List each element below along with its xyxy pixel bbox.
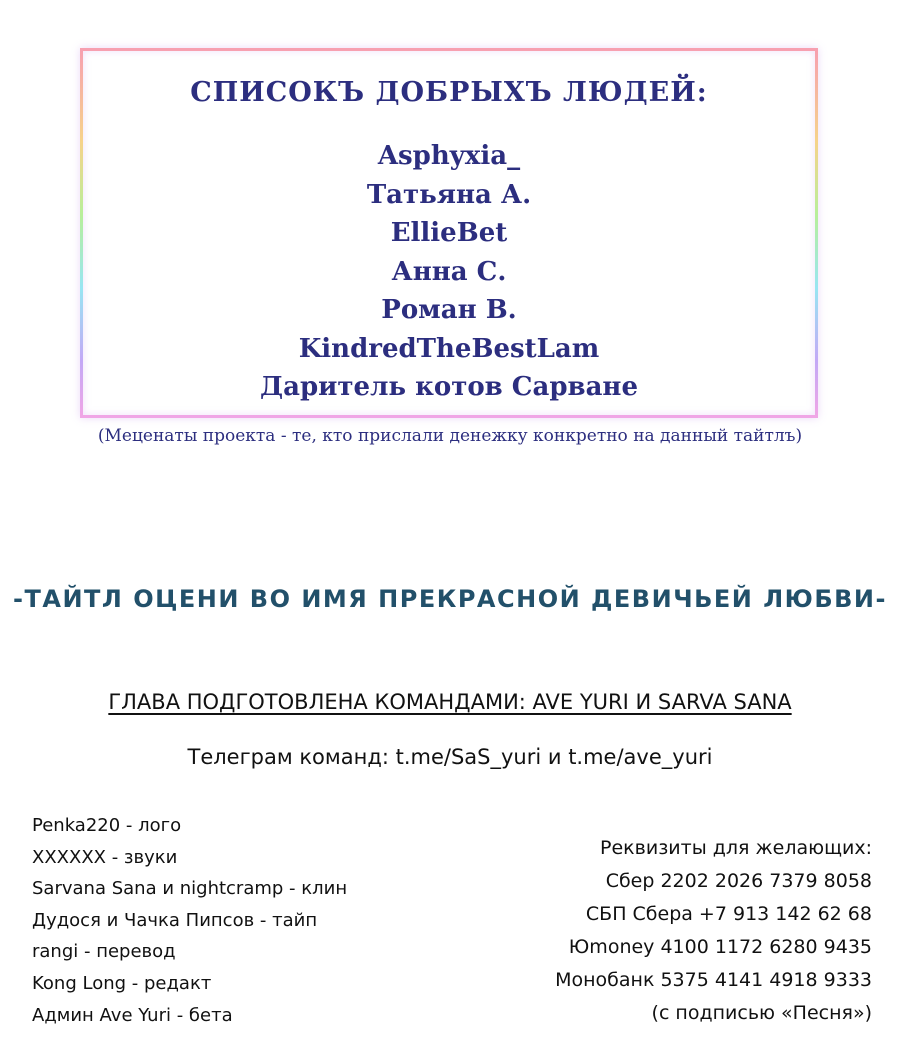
rate-title-call: -ТАЙТЛ ОЦЕНИ ВО ИМЯ ПРЕКРАСНОЙ ДЕВИЧЬЕЙ ЛЮБВИ- <box>13 585 887 613</box>
patron-name: KindredTheBestLam <box>298 333 600 364</box>
patron-name: Анна С. <box>391 256 507 287</box>
credit-item: rangi - перевод <box>32 941 176 963</box>
requisite-item: Сбер 2202 2026 7379 8058 <box>605 870 872 892</box>
patron-name: Даритель котов Сарване <box>259 372 638 402</box>
credit-item: Kong Long - редакт <box>32 972 212 994</box>
payment-requisites <box>555 832 872 1030</box>
requisite-note: (с подписью «Песня») <box>651 1002 872 1024</box>
patron-note: (Меценаты проекта - те, кто прислали денежку конкретно на данный тайтлъ) <box>97 426 803 446</box>
requisite-item: СБП Сбера +7 913 142 62 68 <box>585 903 872 925</box>
patron-name: EllieBet <box>390 218 508 248</box>
credit-item: Penka220 - лого <box>32 815 182 836</box>
patron-names <box>83 137 815 407</box>
telegram-links-line: Телеграм команд: t.me/SaS_yuri и t.me/ave_yuri <box>187 745 713 769</box>
credit-item: XXXXXX - звуки <box>32 846 178 868</box>
patron-name: Татьяна А. <box>366 179 532 210</box>
patron-name: Роман В. <box>381 295 517 325</box>
requisites-heading: Реквизиты для желающих: <box>600 837 872 859</box>
chapter-teams-line: ГЛАВА ПОДГОТОВЛЕНА КОМАНДАМИ: AVE YURI И SARVA SANA <box>108 690 792 714</box>
requisite-item: Юmoney 4100 1172 6280 9435 <box>568 936 872 958</box>
credits-list <box>32 810 347 1031</box>
credit-item: Sarvana Sana и nightcramp - клин <box>32 878 348 900</box>
patron-list-frame <box>80 48 818 418</box>
credit-item: Админ Ave Yuri - бета <box>32 1004 233 1026</box>
credit-item: Дудося и Чачка Пипсов - тайп <box>32 909 318 931</box>
patron-name: Asphyxia_ <box>377 141 521 171</box>
requisite-item: Монобанк 5375 4141 4918 9333 <box>555 969 872 991</box>
patron-list-title: СПИСОКЪ ДОБРЫХЪ ЛЮДЕЙ: <box>190 77 708 108</box>
